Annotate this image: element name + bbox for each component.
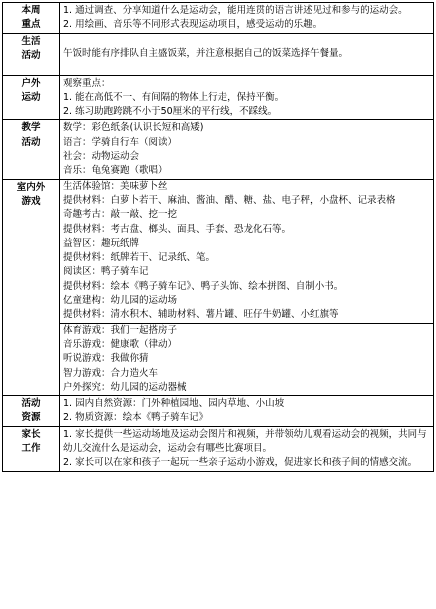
content-line: 数学：彩色纸条(认识长短和高矮) xyxy=(63,122,204,134)
row-label-games xyxy=(3,179,60,395)
content-line: 智力游戏：合力造火车 xyxy=(63,367,159,379)
row-label-line: 活动 xyxy=(21,136,41,148)
table-row xyxy=(3,120,434,179)
content-line: 听说游戏：我做你猜 xyxy=(63,353,149,365)
content-line: 提供材料：白萝卜若干、麻油、酱油、醋、糖、盐、电子秤，小盘杯、记录表格 xyxy=(63,194,396,206)
row-label-outdoor xyxy=(3,75,60,120)
content-line: 1. 园内自然资源：门外种植园地、园内草地、小山坡 xyxy=(63,398,285,410)
content-line: 音乐游戏：健康歌（律动） xyxy=(63,338,178,350)
row-content-resources xyxy=(60,396,434,427)
table-row xyxy=(3,396,434,427)
table-row xyxy=(3,75,434,120)
row-label-life xyxy=(3,33,60,75)
content-line: 提供材料：绘本《鸭子骑车记》、鸭子头饰、绘本拼图、自制小书。 xyxy=(63,280,344,292)
content-line: 提供材料：纸牌若干、记录纸、笔。 xyxy=(63,252,216,264)
row-label-line: 家长 xyxy=(21,428,41,440)
table-row xyxy=(3,179,434,395)
row-content-outdoor xyxy=(60,75,434,120)
table-row xyxy=(3,426,434,471)
row-label-line: 本周 xyxy=(21,5,41,16)
content-line: 提供材料：考古盘、榔头、面具、手套、恐龙化石等。 xyxy=(63,223,292,235)
content-line: 奇趣考古：敲一敲、挖一挖 xyxy=(63,209,178,221)
row-label-resources xyxy=(3,396,60,427)
content-line: 音乐：龟兔赛跑（歌唱） xyxy=(63,165,168,177)
row-label-line: 生活 xyxy=(21,35,41,47)
row-label-line: 活动 xyxy=(21,398,41,410)
row-label-line: 工作 xyxy=(21,443,41,455)
row-label-line: 游戏 xyxy=(21,195,41,207)
content-line: 益智区：趣玩纸牌 xyxy=(63,237,140,249)
row-label-line: 活动 xyxy=(21,49,41,61)
content-line: 体育游戏：我们一起搭房子 xyxy=(63,324,178,336)
content-line: 户外探究：幼儿园的运动器械 xyxy=(63,381,187,393)
content-line: 2. 用绘画、音乐等不同形式表现运动项目，感受运动的乐趣。 xyxy=(63,19,323,31)
content-line: 2. 家长可以在家和孩子一起玩一些亲子运动小游戏，促进家长和孩子间的情感交流。 xyxy=(63,457,418,469)
row-label-line: 户外 xyxy=(21,77,41,89)
content-line: 1. 家长提供一些运动场地及运动会图片和视频，并带领幼儿观看运动会的视频，共同与幼儿交流什么是运动会，运动会有哪些比赛项目。 xyxy=(63,428,427,455)
content-line: 语言：学骑自行车（阅读） xyxy=(63,136,178,148)
row-label-line: 室内外 xyxy=(16,181,46,193)
row-content-teaching xyxy=(60,120,434,179)
indoor-games-section xyxy=(60,180,433,323)
content-line: 观察重点： xyxy=(63,77,111,89)
content-line: 社会：动物运动会 xyxy=(63,151,140,163)
row-label-focus xyxy=(3,3,60,34)
row-label-teaching xyxy=(3,120,60,179)
content-line: 1. 能在高低不一、有间隔的物体上行走，保持平衡。 xyxy=(63,91,285,103)
content-line: 午饭时能有序排队自主盛饭菜，并注意根据自己的饭菜选择午餐量。 xyxy=(63,48,349,60)
table-row xyxy=(3,33,434,75)
outdoor-games-section xyxy=(60,323,433,395)
content-line: 2. 物质资源：绘本《鸭子骑车记》 xyxy=(63,412,209,424)
row-label-parents xyxy=(3,426,60,471)
row-label-line: 资源 xyxy=(21,412,41,424)
content-line: 亿童建构：幼儿园的运动场 xyxy=(63,295,178,307)
content-line: 2. 练习助跑跨跳不小于50厘米的平行线，不踩线。 xyxy=(63,106,278,118)
row-label-line: 重点 xyxy=(21,19,41,31)
weekly-plan-table xyxy=(2,2,434,472)
row-content-focus xyxy=(60,3,434,34)
row-content-games xyxy=(60,179,434,395)
row-label-line: 运动 xyxy=(21,91,41,103)
table-row xyxy=(3,3,434,34)
content-line: 提供材料：清水积木、辅助材料、薯片罐、旺仔牛奶罐、小红旗等 xyxy=(63,309,339,321)
content-line: 1. 通过调查、分享知道什么是运动会，能用连贯的语言讲述见过和参与的运动会。 xyxy=(63,5,408,16)
content-line: 生活体验馆：美味萝卜丝 xyxy=(63,180,168,192)
row-content-parents xyxy=(60,426,434,471)
row-content-life xyxy=(60,33,434,75)
row-label-line: 教学 xyxy=(21,122,41,134)
content-line: 阅读区：鸭子骑车记 xyxy=(63,266,149,278)
